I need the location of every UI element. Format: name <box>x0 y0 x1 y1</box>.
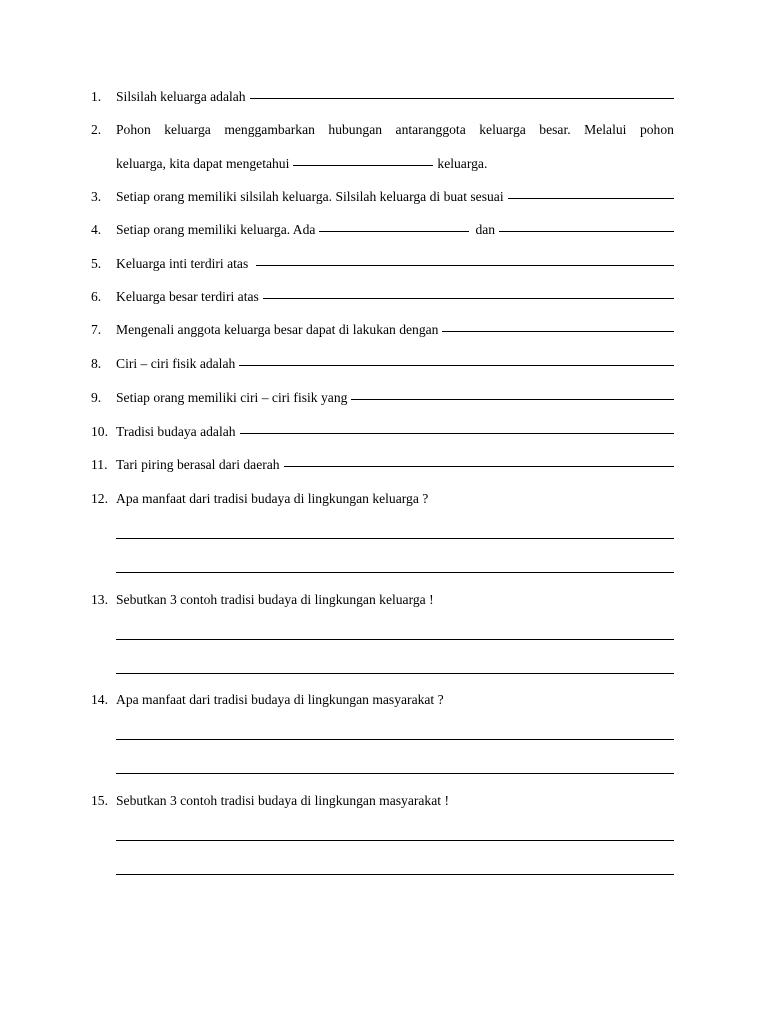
question-text: Keluarga inti terdiri atas <box>116 256 249 271</box>
question-text: Apa manfaat dari tradisi budaya di lingkungan keluarga ? <box>116 491 429 506</box>
answer-blank[interactable] <box>351 399 674 400</box>
question-text: Keluarga besar terdiri atas <box>116 289 259 304</box>
answer-blank[interactable] <box>256 265 674 266</box>
question-number: 2. <box>91 122 102 137</box>
question-1 <box>0 87 768 107</box>
answer-line[interactable] <box>116 673 674 674</box>
question-15 <box>0 791 768 811</box>
question-number: 1. <box>91 89 102 104</box>
question-text: Mengenali anggota keluarga besar dapat di lakukan dengan <box>116 322 439 337</box>
question-number: 14. <box>91 692 108 707</box>
question-text: Silsilah keluarga adalah <box>116 89 246 104</box>
question-text: keluarga, kita dapat mengetahui <box>116 156 290 171</box>
question-6 <box>0 287 768 307</box>
question-number: 15. <box>91 793 108 808</box>
question-text: Apa manfaat dari tradisi budaya di lingkungan masyarakat ? <box>116 692 444 707</box>
question-number: 6. <box>91 289 102 304</box>
question-4 <box>0 220 768 240</box>
question-text-conjunction: dan <box>475 222 496 237</box>
answer-blank[interactable] <box>293 165 433 166</box>
question-text: Setiap orang memiliki ciri – ciri fisik yang <box>116 390 348 405</box>
question-2-continuation <box>0 154 768 174</box>
question-text: Sebutkan 3 contoh tradisi budaya di lingkungan masyarakat ! <box>116 793 449 808</box>
question-number: 5. <box>91 256 102 271</box>
question-text: Setiap orang memiliki silsilah keluarga. Silsilah keluarga di buat sesuai <box>116 189 504 204</box>
answer-blank[interactable] <box>263 298 674 299</box>
question-12 <box>0 489 768 509</box>
question-text: Tradisi budaya adalah <box>116 424 236 439</box>
question-5 <box>0 254 768 274</box>
answer-blank[interactable] <box>239 365 674 366</box>
question-number: 13. <box>91 592 108 607</box>
question-number: 9. <box>91 390 102 405</box>
answer-blank[interactable] <box>508 198 674 199</box>
question-text-suffix: keluarga. <box>437 156 488 171</box>
answer-line[interactable] <box>116 572 674 573</box>
question-number: 11. <box>91 457 108 472</box>
question-number: 4. <box>91 222 102 237</box>
question-14 <box>0 690 768 710</box>
question-text: Tari piring berasal dari daerah <box>116 457 280 472</box>
answer-line[interactable] <box>116 739 674 740</box>
answer-blank[interactable] <box>250 98 674 99</box>
question-text: Ciri – ciri fisik adalah <box>116 356 236 371</box>
answer-blank[interactable] <box>442 331 674 332</box>
question-3 <box>0 187 768 207</box>
question-text: Setiap orang memiliki keluarga. Ada <box>116 222 316 237</box>
answer-blank-b[interactable] <box>499 231 674 232</box>
answer-line[interactable] <box>116 874 674 875</box>
question-11 <box>0 455 768 475</box>
answer-line[interactable] <box>116 840 674 841</box>
question-number: 10. <box>91 424 108 439</box>
question-9 <box>0 388 768 408</box>
question-number: 12. <box>91 491 108 506</box>
question-number: 8. <box>91 356 102 371</box>
answer-line[interactable] <box>116 538 674 539</box>
answer-line[interactable] <box>116 773 674 774</box>
question-10 <box>0 422 768 442</box>
question-7 <box>0 320 768 340</box>
question-number: 3. <box>91 189 102 204</box>
question-13 <box>0 590 768 610</box>
question-text: Sebutkan 3 contoh tradisi budaya di lingkungan keluarga ! <box>116 592 434 607</box>
answer-line[interactable] <box>116 639 674 640</box>
question-number: 7. <box>91 322 102 337</box>
question-8 <box>0 354 768 374</box>
answer-blank[interactable] <box>240 433 674 434</box>
question-text: Pohon keluarga menggambarkan hubungan antaranggota keluarga besar. Melalui pohon <box>116 122 674 137</box>
answer-blank[interactable] <box>284 466 674 467</box>
question-2 <box>0 120 768 140</box>
answer-blank-a[interactable] <box>319 231 469 232</box>
